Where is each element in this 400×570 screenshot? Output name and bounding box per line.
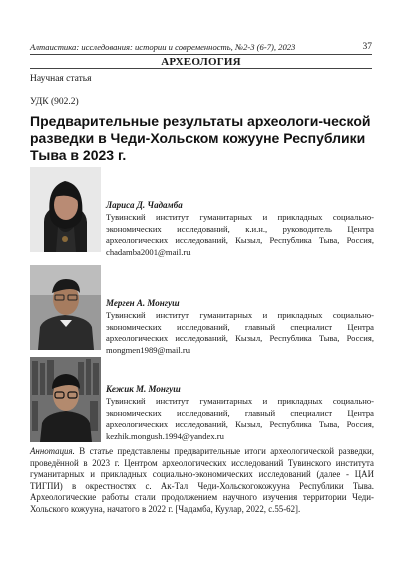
author-name: Лариса Д. Чадамба bbox=[106, 200, 183, 210]
author-name: Мерген А. Монгуш bbox=[106, 298, 180, 308]
author-affiliation: Тувинский институт гуманитарных и прикладных социально-экономических исследований, главный специалист Центра археологических исследований, Кызыл, Республика Тыва, Россия, mongmen1989@mail.ru bbox=[106, 310, 374, 355]
abstract bbox=[30, 446, 374, 516]
author-block-2 bbox=[106, 298, 374, 356]
author-affiliation: Тувинский институт гуманитарных и прикладных социально-экономических исследований, главный специалист Центра археологических исследований, Кызыл, Республика Тыва, Россия, kezhik.mongush.1994@yandex.ru bbox=[106, 396, 374, 441]
author-name: Кежик М. Монгуш bbox=[106, 384, 181, 394]
abstract-text: В статье представлены предварительные итоги археологической разведки, проведённой в 2023 г. Центром археологических исследований Тувинского института гуманитарных и прикладных социально-экономических исследований (далее - ЦАИ ТИГПИ) в окрестностях с. Ак-Тал Чеди-Хольскогокожууна Республики Тыва. Археологические работы стали продолжением научного изучения территории Чеди-Хольского кожууна, начатого в 2022 г. [Чадамба, Куулар, 2022, с.55-62]. bbox=[30, 446, 375, 514]
article-title: Предварительные результаты археологи-ческой разведки в Чеди-Хольском кожууне Республики Тыва в 2023 г. bbox=[30, 113, 371, 163]
author-photo-1 bbox=[30, 167, 101, 252]
abstract-label: Аннотация. bbox=[30, 446, 75, 456]
page-number: 37 bbox=[362, 42, 372, 52]
journal-running-title: Алтаистика: исследования: истории и современность, №2-3 (6-7), 2023 bbox=[30, 42, 296, 52]
section-heading: АРХЕОЛОГИЯ bbox=[30, 54, 372, 69]
author-photo-3 bbox=[30, 357, 101, 442]
author-block-1 bbox=[106, 200, 374, 258]
udk-code: УДК (902.2) bbox=[30, 97, 79, 107]
author-block-3 bbox=[106, 384, 374, 442]
running-head bbox=[30, 42, 372, 52]
article-type: Научная статья bbox=[30, 74, 92, 84]
author-photo-2 bbox=[30, 265, 101, 350]
author-affiliation: Тувинский институт гуманитарных и прикладных социально-экономических исследований, к.и.н., руководитель Центра археологических исследований, Кызыл, Республика Тыва, Россия, chadamba2001@mail.ru bbox=[106, 212, 374, 257]
